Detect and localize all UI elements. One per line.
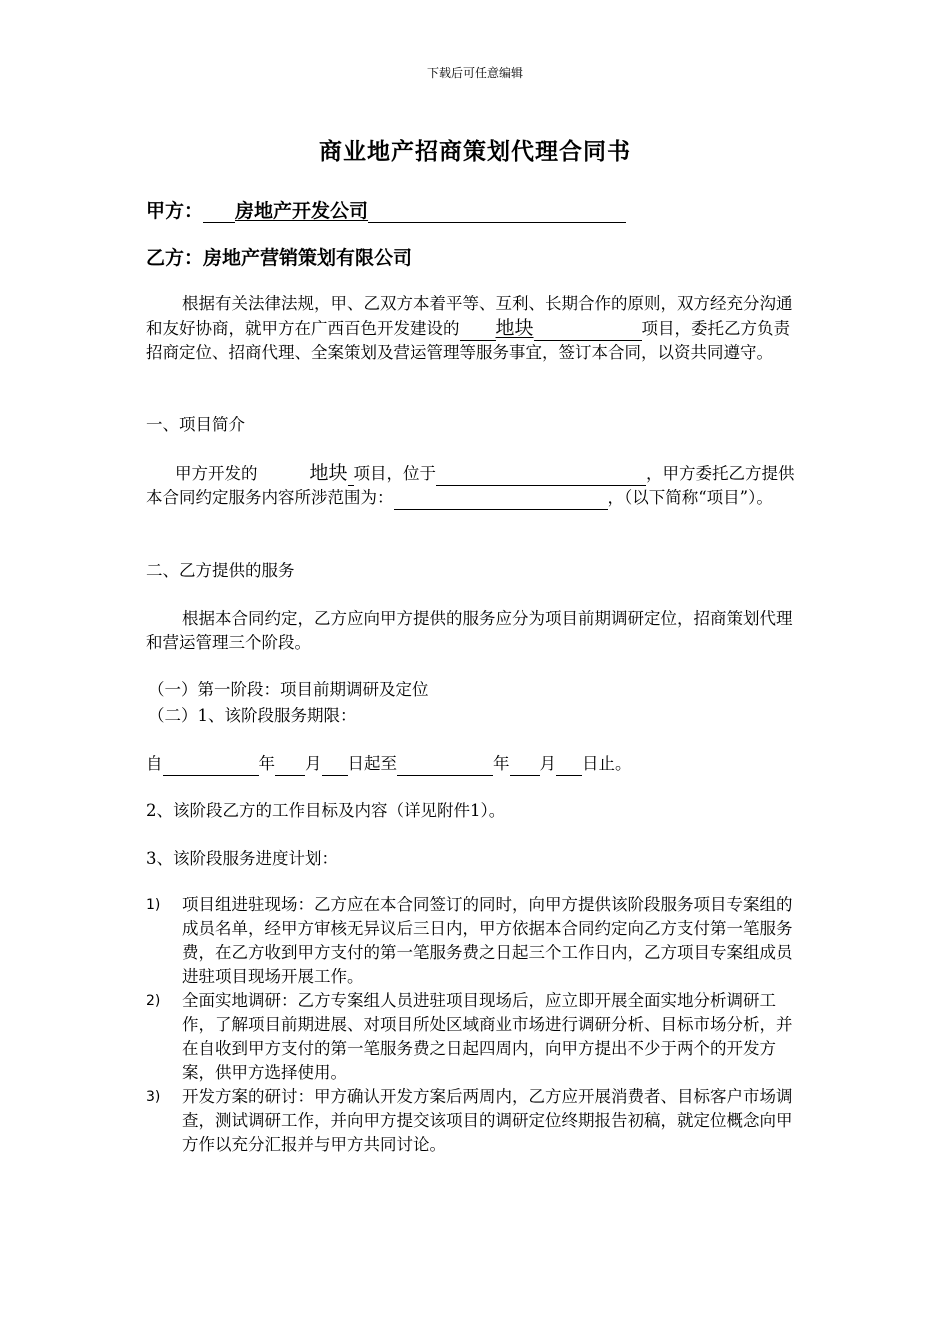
blank-year-end [397,756,493,776]
item-3: 3、该阶段服务进度计划： [146,849,338,868]
period-day-end: 日止。 [582,754,632,773]
blank-day-end [556,756,582,776]
blank-line [203,200,235,223]
list-item-number: 2) [146,993,161,1009]
intro-text-2: 项目，委托乙方负责招商定位、招商代理、全案策划及营运管理等服务事宜，签订本合同，以资共同遵守。 [146,319,791,362]
section1-text-1: 甲方开发的 [175,464,258,483]
period-year: 年 [258,754,275,773]
list-item-text: 开发方案的研讨：甲方确认开发方案后两周内，乙方应开展消费者、目标客户市场调查，测试调研工作，并向甲方提交该项目的调研定位终期报告初稿，就定位概念向甲方作以充分汇报并与甲方共同讨论。 [182,1087,793,1154]
list-item [146,989,806,1085]
service-period-line [146,752,806,776]
stage1-heading: （一）第一阶段：项目前期调研及定位 [148,680,429,699]
stage2-heading: （二）1、该阶段服务期限： [148,706,357,725]
party-a-line [146,196,626,223]
period-zi: 自 [146,754,163,773]
party-b-name: 房地产营销策划有限公司 [203,247,413,269]
blank-line [534,321,642,341]
section2-heading: 二、乙方提供的服务 [146,561,295,580]
document-title: 商业地产招商策划代理合同书 [319,138,631,165]
intro-text-1: 根据有关法律法规，甲、乙双方本着平等、互利、长期合作的原则，双方经充分沟通和友好协商，就甲方在广西百色开发建设的 [146,294,793,338]
list-item [146,1085,806,1157]
blank-line [368,200,626,223]
blank-month-start [275,756,305,776]
party-a-name: 房地产开发公司 [235,200,369,222]
intro-blank-word: 地块 [495,317,534,339]
party-b-line [146,243,412,270]
section1-text-5: ，（以下简称“项目”）。 [607,488,773,507]
list-item [146,893,806,989]
section2-paragraph: 根据本合同约定，乙方应向甲方提供的服务应分为项目前期调研定位，招商策划代理和营运管理三个阶段。 [146,609,793,652]
period-year: 年 [493,754,510,773]
section1-text-4: ，甲方委托乙方提供本合同约定服务内容所涉范围为： [146,464,795,507]
section1-blank-word: 地块 [309,462,348,484]
list-item-number: 1) [146,897,161,913]
period-month: 月 [305,754,322,773]
schedule-list [146,893,806,1157]
list-item-text: 全面实地调研：乙方专案组人员进驻项目现场后，应立即开展全面实地分析调研工作，了解项目前期进展、对项目所处区域商业市场进行调研分析、目标市场分析，并在自收到甲方支付的第一笔服务费之日起四周内，向甲方提出不少于两个的开发方案，供甲方选择使用。 [182,991,793,1082]
party-b-label: 乙方： [146,247,204,269]
period-month: 月 [539,754,556,773]
item-2: 2、该阶段乙方的工作目标及内容（详见附件1）。 [146,801,506,820]
list-item-number: 3) [146,1089,161,1105]
period-day-from-to: 日起至 [347,754,397,773]
blank-month-end [510,756,540,776]
blank-line [436,466,646,486]
list-item-text: 项目组进驻现场：乙方应在本合同签订的同时，向甲方提供该阶段服务项目专案组的成员名单，经甲方审核无异议后三日内，甲方依据本合同约定向乙方支付第一笔服务费，在乙方收到甲方支付的第一笔服务费之日起三个工作日内，乙方项目专案组成员进驻项目现场开展工作。 [182,895,793,986]
header-note: 下载后可任意编辑 [426,66,523,80]
blank-year-start [163,756,259,776]
blank-line [394,490,608,510]
blank-day-start [322,756,348,776]
intro-paragraph [146,292,806,365]
section1-text-3: 项目，位于 [353,464,437,483]
section1-paragraph [146,461,806,510]
blank-line [460,321,496,341]
section1-heading: 一、项目简介 [146,415,245,434]
party-a-label: 甲方： [146,200,204,222]
